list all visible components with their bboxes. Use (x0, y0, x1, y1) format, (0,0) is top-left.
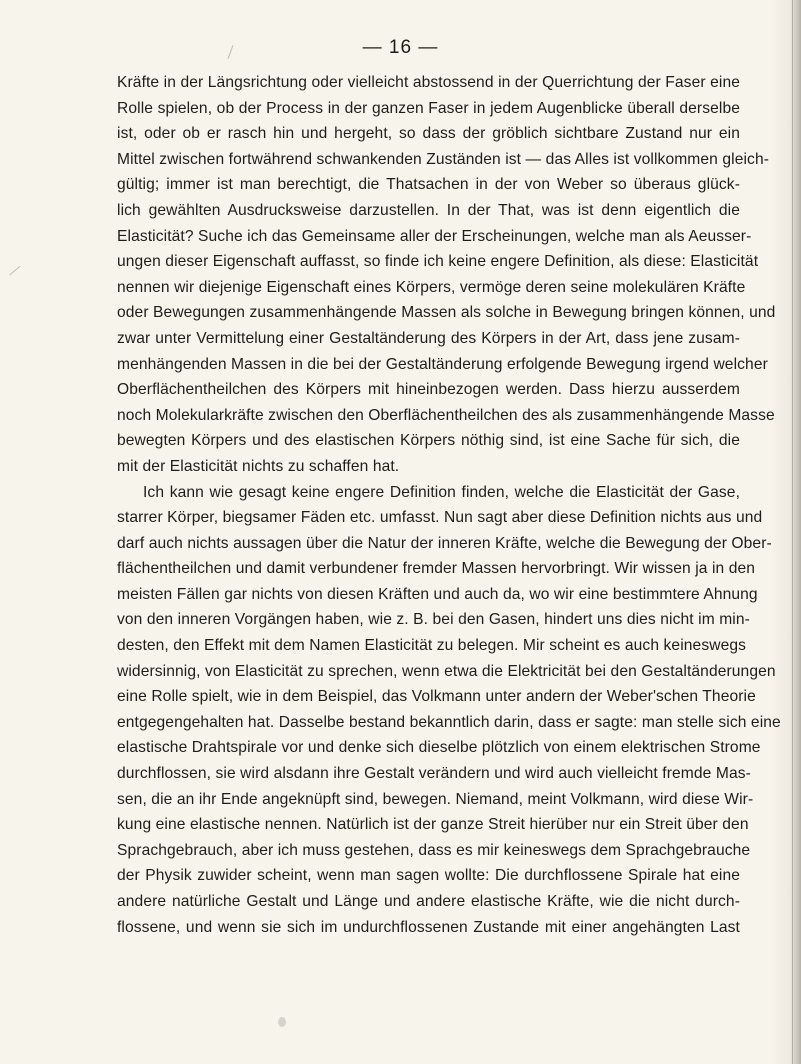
text-line: Oberflächentheilchen des Körpers mit hineinbezogen werden. Dass hierzu ausserdem (117, 381, 740, 399)
body-text (117, 70, 781, 940)
text-line: sen, die an ihr Ende angeknüpft sind, bewegen. Niemand, meint Volkmann, wird diese Wir- (117, 790, 754, 808)
text-line: eine Rolle spielt, wie in dem Beispiel, das Volkmann unter andern der Weber'schen Theorie (117, 688, 756, 706)
page-edge-shadow (792, 0, 793, 1064)
text-line: Ich kann wie gesagt keine engere Definition finden, welche die Elasticität der Gase, (143, 483, 740, 501)
text-line: Rolle spielen, ob der Process in der ganzen Faser in jedem Augenblicke überall derselbe (117, 99, 740, 117)
ink-smudge (278, 1017, 286, 1027)
text-line: Sprachgebrauch, aber ich muss gestehen, dass es mir keineswegs dem Sprachgebrauche (117, 841, 751, 859)
text-line: Kräfte in der Längsrichtung oder vielleicht abstossend in der Querrichtung der Faser eine (117, 74, 740, 91)
text-line: starrer Körper, biegsamer Fäden etc. umfasst. Nun sagt aber diese Definition nichts aus und (117, 509, 763, 527)
text-line: bewegten Körpers und des elastischen Körpers nöthig sind, ist eine Sache für sich, die (117, 432, 740, 450)
text-line: mit der Elasticität nichts zu schaffen hat. (117, 457, 400, 475)
text-line: desten, den Effekt mit dem Namen Elasticität zu belegen. Mir scheint es auch keineswegs (117, 637, 747, 655)
page-number: — 16 — (362, 37, 439, 58)
text-line: widersinnig, von Elasticität zu sprechen, wenn etwa die Elektricität bei den Gestaltänderungen (117, 662, 776, 680)
text-line: elastische Drahtspirale vor und denke sich dieselbe plötzlich von einem elektrischen Strome (117, 739, 761, 757)
text-line: noch Molekularkräfte zwischen den Oberflächentheilchen des als zusammenhängende Masse (117, 406, 775, 424)
text-line: lich gewählten Ausdrucksweise darzustellen. In der That, was ist denn eigentlich die (117, 201, 740, 219)
text-line: der Physik zuwider scheint, wenn man sagen wollte: Die durchflossene Spirale hat eine (117, 867, 740, 885)
text-line: zwar unter Vermittelung einer Gestaltänderung des Körpers in der Art, dass jene zusam- (117, 329, 740, 347)
text-line: von den inneren Vorgängen haben, wie z. B. bei den Gasen, hindert uns dies nicht im min- (117, 611, 750, 629)
text-line: durchflossen, sie wird alsdann ihre Gestalt verändern und wird auch vielleicht fremde Mas- (117, 765, 751, 783)
text-line: menhängenden Massen in die bei der Gestaltänderung erfolgende Bewegung irgend welcher (117, 355, 768, 373)
text-line: meisten Fällen gar nichts von diesen Kräften und auch da, wo wir eine bestimmtere Ahnung (117, 585, 758, 603)
text-line: flächentheilchen und damit verbundener fremder Massen hervorbringt. Wir wissen ja in den (117, 560, 756, 578)
text-line: Mittel zwischen fortwährend schwankenden Zuständen ist — das Alles ist vollkommen gleich- (117, 150, 770, 168)
text-line: oder Bewegungen zusammenhängende Massen als solche in Bewegung bringen können, und (117, 304, 776, 322)
text-line: gültig; immer ist man berechtigt, die Thatsachen in der von Weber so überaus glück- (117, 176, 740, 194)
stray-pencil-mark (9, 266, 20, 276)
text-line: darf auch nichts aussagen über die Natur der inneren Kräfte, welche die Bewegung der Ober- (117, 534, 772, 552)
text-line: flossene, und wenn sie sich im undurchflossenen Zustande mit einer angehängten Last (117, 918, 740, 936)
text-line: andere natürliche Gestalt und Länge und andere elastische Kräfte, wie die nicht durch- (117, 893, 740, 910)
text-line: kung eine elastische nennen. Natürlich ist der ganze Streit hierüber nur ein Streit über den (117, 816, 749, 834)
text-line: entgegengehalten hat. Dasselbe bestand bekanntlich darin, dass er sagte: man stelle sich eine (117, 713, 781, 731)
text-line: Elasticität? Suche ich das Gemeinsame aller der Erscheinungen, welche man als Aeusser- (117, 227, 752, 245)
text-line: ist, oder ob er rasch hin und hergeht, so dass der gröblich sichtbare Zustand nur ein (117, 125, 740, 143)
text-line: nennen wir diejenige Eigenschaft eines Körpers, vermöge deren seine molekulären Kräfte (117, 278, 746, 296)
text-line: ungen dieser Eigenschaft auffasst, so finde ich keine engere Definition, als diese: Elasticität (117, 253, 759, 271)
